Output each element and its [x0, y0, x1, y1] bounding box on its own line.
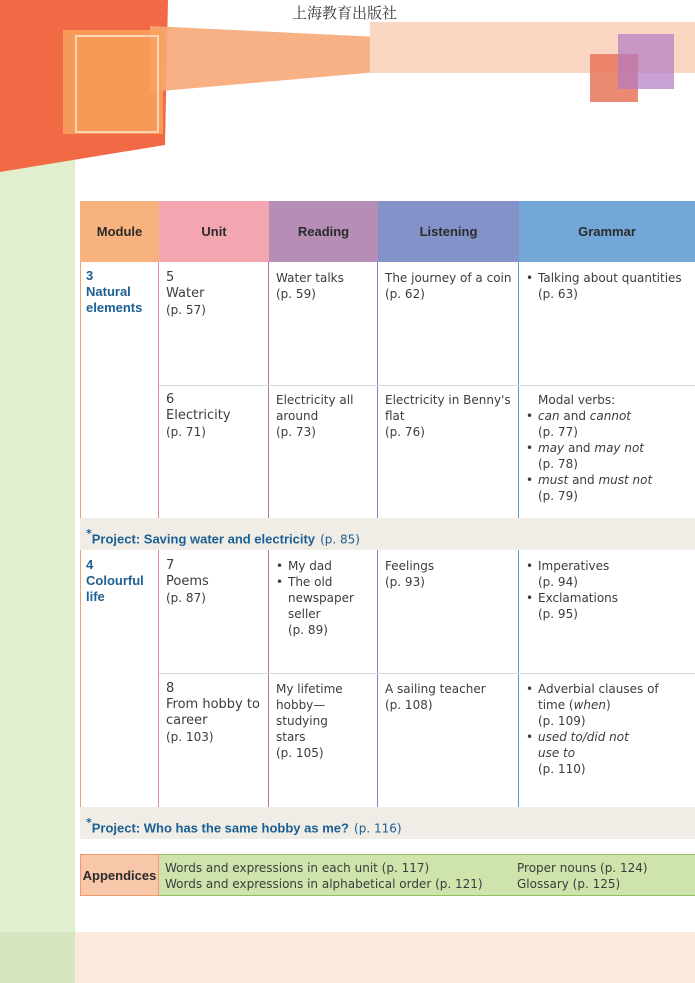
module-3-name: 3 Natural elements — [86, 268, 143, 315]
project-module-3: *Project: Saving water and electricity (p. 85) — [80, 518, 695, 550]
header-grammar: Grammar — [519, 201, 695, 262]
project-module-4: *Project: Who has the same hobby as me? (p. 116) — [80, 807, 695, 839]
row-divider — [159, 673, 695, 674]
unit-5-title: 5 Water (p. 57) — [166, 270, 206, 317]
unit-5-reading: Water talks (p. 59) — [276, 271, 344, 301]
unit-7-listening: Feelings (p. 93) — [385, 559, 435, 589]
grid-line — [158, 550, 159, 807]
unit-5-listening: The journey of a coin (p. 62) — [385, 271, 512, 301]
unit-7-reading: • My dad • The old newspaper seller (p. 89) — [276, 558, 376, 638]
grid-line — [268, 550, 269, 807]
appendices-label: Appendices — [80, 854, 159, 896]
unit-5-grammar: • Talking about quantities (p. 63) — [526, 270, 695, 302]
unit-7-title: 7 Poems (p. 87) — [166, 558, 209, 605]
grid-line — [158, 262, 159, 518]
header-reading: Reading — [269, 201, 378, 262]
appendices-box — [159, 854, 695, 896]
header-module: Module — [80, 201, 159, 262]
unit-6-title: 6 Electricity (p. 71) — [166, 392, 231, 439]
bottom-decor-band — [0, 932, 695, 983]
publisher-name: 上海教育出版社 — [292, 4, 398, 22]
grid-line — [377, 550, 378, 807]
appendix-item: Proper nouns (p. 124) — [517, 861, 648, 875]
appendix-item: Glossary (p. 125) — [517, 877, 621, 891]
unit-8-grammar: • Adverbial clauses of time (when) (p. 109) • used to/did not use to (p. 110) — [526, 681, 695, 777]
grid-line — [377, 262, 378, 518]
grid-line — [518, 262, 519, 518]
row-divider — [159, 385, 695, 386]
header-listening: Listening — [378, 201, 519, 262]
unit-8-title: 8 From hobby to career (p. 103) — [166, 681, 260, 744]
unit-6-reading: Electricity all around (p. 73) — [276, 393, 354, 439]
bottom-left-decor — [0, 932, 75, 983]
header-unit: Unit — [159, 201, 269, 262]
unit-8-reading: My lifetime hobby—studying stars (p. 105) — [276, 682, 343, 760]
module-4-name: 4 Colourful life — [86, 557, 144, 604]
appendix-item: Words and expressions in alphabetical order (p. 121) — [165, 877, 483, 891]
unit-8-listening: A sailing teacher (p. 108) — [385, 682, 486, 712]
unit-6-listening: Electricity in Benny's flat (p. 76) — [385, 393, 511, 439]
unit-6-grammar: Modal verbs: • can and cannot (p. 77) • may and may not (p. 78) • must and must not (p. 79) — [526, 392, 695, 504]
grid-line — [518, 550, 519, 807]
unit-7-grammar: • Imperatives (p. 94) • Exclamations (p. 95) — [526, 558, 695, 622]
left-decor-strip — [0, 160, 75, 983]
grid-line — [268, 262, 269, 518]
appendix-item: Words and expressions in each unit (p. 117) — [165, 861, 430, 875]
header-decoration — [0, 0, 695, 180]
